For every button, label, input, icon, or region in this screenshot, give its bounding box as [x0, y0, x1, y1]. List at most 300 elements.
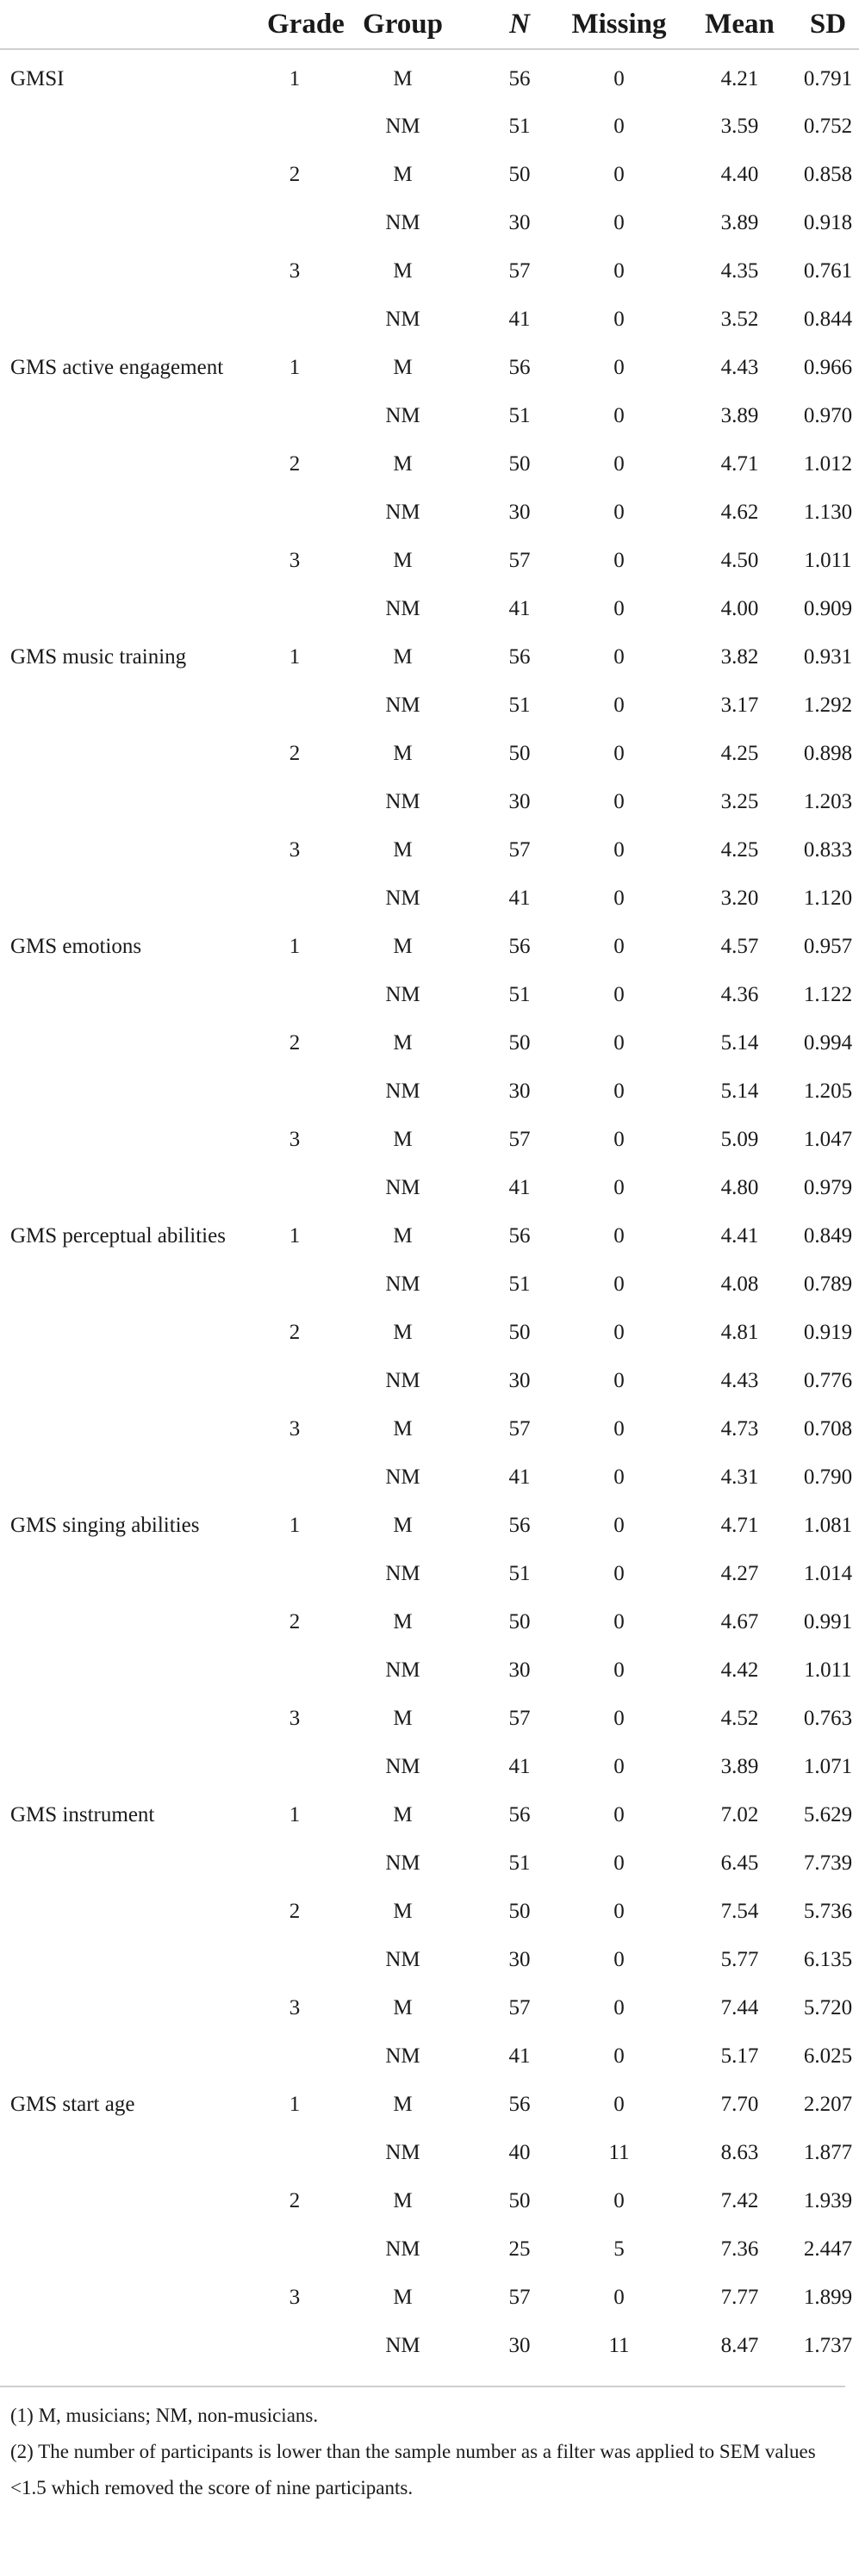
cell-mean: 4.41 — [720, 1224, 759, 1248]
cell-sd: 0.918 — [803, 211, 853, 234]
row-label — [0, 1882, 267, 1931]
cell-group: M — [393, 2189, 413, 2212]
table-row — [0, 97, 859, 146]
table-row — [0, 1834, 859, 1882]
cell-missing: 11 — [608, 2141, 630, 2164]
row-label: GMSI — [10, 67, 65, 90]
cell-n: 30 — [508, 211, 531, 234]
cell-group: M — [393, 163, 413, 186]
cell-group: M — [393, 259, 413, 283]
cell-sd: 0.994 — [803, 1031, 853, 1055]
cell-sd: 1.122 — [803, 983, 853, 1006]
row-label — [0, 2268, 267, 2317]
cell-group: NM — [385, 1851, 420, 1875]
table-row — [0, 483, 859, 532]
cell-mean: 4.62 — [720, 501, 759, 524]
cell-mean: 4.52 — [720, 1707, 759, 1730]
cell-group: M — [393, 935, 413, 958]
cell-n: 51 — [508, 694, 531, 717]
cell-n: 30 — [508, 1948, 531, 1971]
cell-sd: 0.789 — [803, 1272, 853, 1296]
cell-group: M — [393, 1224, 413, 1248]
table-body — [0, 49, 859, 2365]
cell-sd: 0.752 — [803, 115, 853, 138]
cell-mean: 4.81 — [720, 1321, 759, 1344]
row-label — [0, 2317, 267, 2365]
row-label — [0, 1111, 267, 1159]
cell-mean: 7.54 — [720, 1900, 759, 1923]
cell-group: NM — [385, 983, 420, 1006]
cell-n: 51 — [508, 115, 531, 138]
cell-missing: 0 — [613, 645, 625, 669]
cell-n: 30 — [508, 501, 531, 524]
row-label: GMS singing abilities — [10, 1514, 200, 1537]
cell-grade — [267, 1062, 322, 1111]
cell-missing: 0 — [613, 1176, 625, 1199]
cell-mean: 5.14 — [720, 1031, 759, 1055]
cell-sd: 0.849 — [803, 1224, 853, 1248]
cell-group: M — [393, 1610, 413, 1633]
cell-group: M — [393, 1996, 413, 2019]
cell-grade — [267, 966, 322, 1014]
table-row — [0, 1400, 859, 1448]
cell-grade: 2 — [289, 163, 301, 186]
cell-n: 50 — [508, 2189, 531, 2212]
cell-sd: 1.014 — [803, 1562, 853, 1585]
cell-sd: 1.939 — [803, 2189, 853, 2212]
table-row — [0, 676, 859, 725]
header-group: Group — [363, 8, 443, 40]
table-row — [0, 435, 859, 483]
cell-missing: 0 — [613, 597, 625, 620]
cell-n: 56 — [508, 935, 531, 958]
table-row — [0, 966, 859, 1014]
cell-n: 56 — [508, 645, 531, 669]
row-label — [0, 2220, 267, 2268]
cell-grade — [267, 1931, 322, 1979]
row-label — [0, 1448, 267, 1496]
cell-sd: 1.011 — [804, 549, 852, 572]
cell-grade — [267, 483, 322, 532]
cell-mean: 7.36 — [720, 2237, 759, 2261]
cell-mean: 4.50 — [720, 549, 759, 572]
cell-n: 30 — [508, 1369, 531, 1392]
cell-group: M — [393, 1417, 413, 1440]
row-label — [0, 97, 267, 146]
cell-missing: 0 — [613, 790, 625, 813]
table-row — [0, 1593, 859, 1641]
row-label — [0, 1400, 267, 1448]
table-row — [0, 628, 859, 676]
table-row — [0, 532, 859, 580]
cell-group: NM — [385, 1948, 420, 1971]
cell-sd: 1.071 — [803, 1755, 853, 1778]
cell-grade — [267, 2124, 322, 2172]
cell-n: 57 — [508, 838, 531, 862]
row-label — [0, 1931, 267, 1979]
cell-sd: 5.720 — [803, 1996, 853, 2019]
table-row — [0, 387, 859, 435]
row-label — [0, 1304, 267, 1352]
cell-group: NM — [385, 694, 420, 717]
cell-group: NM — [385, 1562, 420, 1585]
cell-mean: 4.57 — [720, 935, 759, 958]
cell-mean: 3.59 — [720, 115, 759, 138]
cell-grade — [267, 1641, 322, 1689]
cell-missing: 0 — [613, 1031, 625, 1055]
cell-grade: 3 — [289, 1128, 301, 1151]
cell-grade — [267, 1738, 322, 1786]
table-row — [0, 1496, 859, 1545]
cell-missing: 0 — [613, 1272, 625, 1296]
header-row — [0, 0, 859, 49]
cell-sd: 0.931 — [803, 645, 853, 669]
row-label — [0, 1689, 267, 1738]
row-label — [0, 580, 267, 628]
table-row — [0, 2268, 859, 2317]
cell-sd: 1.877 — [803, 2141, 853, 2164]
cell-sd: 2.207 — [803, 2093, 853, 2116]
cell-mean: 4.80 — [720, 1176, 759, 1199]
table-row — [0, 1738, 859, 1786]
cell-n: 57 — [508, 549, 531, 572]
table-row — [0, 242, 859, 290]
table-row — [0, 918, 859, 966]
cell-missing: 0 — [613, 1562, 625, 1585]
footer-rule — [0, 2386, 845, 2387]
cell-sd: 1.205 — [803, 1080, 853, 1103]
cell-grade — [267, 580, 322, 628]
cell-grade — [267, 290, 322, 339]
cell-missing: 0 — [613, 211, 625, 234]
cell-grade: 2 — [289, 452, 301, 476]
row-label — [0, 1014, 267, 1062]
cell-missing: 0 — [613, 887, 625, 910]
row-label — [0, 773, 267, 821]
cell-mean: 4.25 — [720, 742, 759, 765]
cell-mean: 8.47 — [720, 2334, 759, 2357]
cell-n: 25 — [508, 2237, 531, 2261]
cell-mean: 4.73 — [720, 1417, 759, 1440]
cell-missing: 0 — [613, 67, 625, 90]
cell-sd: 0.776 — [803, 1369, 853, 1392]
cell-grade: 1 — [289, 1224, 301, 1248]
cell-mean: 7.70 — [720, 2093, 759, 2116]
row-label — [0, 2124, 267, 2172]
cell-grade: 2 — [289, 1610, 301, 1633]
row-label — [0, 1979, 267, 2027]
footnote-2: (2) The number of participants is lower than the sample number as a filter was applied to SEM values <1.5 which removed the score of nine participants. — [10, 2441, 816, 2498]
row-label — [0, 725, 267, 773]
cell-group: NM — [385, 404, 420, 427]
cell-missing: 0 — [613, 2286, 625, 2309]
cell-n: 41 — [508, 2044, 531, 2068]
cell-sd: 0.909 — [803, 597, 853, 620]
cell-sd: 0.957 — [803, 935, 853, 958]
cell-sd: 1.047 — [803, 1128, 853, 1151]
cell-group: M — [393, 742, 413, 765]
header-blank — [0, 0, 267, 49]
row-label — [0, 869, 267, 918]
cell-grade — [267, 2027, 322, 2075]
row-label: GMS emotions — [10, 935, 142, 958]
cell-sd: 0.970 — [803, 404, 853, 427]
cell-mean: 4.35 — [720, 259, 759, 283]
cell-n: 41 — [508, 1465, 531, 1489]
cell-grade: 2 — [289, 1031, 301, 1055]
cell-group: M — [393, 67, 413, 90]
row-label: GMS music training — [10, 645, 187, 669]
cell-grade — [267, 2317, 322, 2365]
table-row — [0, 1931, 859, 1979]
table-row — [0, 1786, 859, 1834]
row-label — [0, 1641, 267, 1689]
cell-group: NM — [385, 1369, 420, 1392]
row-label — [0, 387, 267, 435]
cell-group: NM — [385, 211, 420, 234]
table-row — [0, 869, 859, 918]
cell-sd: 1.130 — [803, 501, 853, 524]
cell-group: M — [393, 2093, 413, 2116]
cell-missing: 0 — [613, 1948, 625, 1971]
table-row — [0, 773, 859, 821]
cell-group: M — [393, 452, 413, 476]
row-label: GMS start age — [10, 2093, 135, 2116]
row-label — [0, 483, 267, 532]
row-label — [0, 290, 267, 339]
table-row — [0, 1304, 859, 1352]
cell-sd: 1.292 — [803, 694, 853, 717]
cell-grade: 1 — [289, 645, 301, 669]
cell-group: NM — [385, 790, 420, 813]
cell-sd: 1.120 — [803, 887, 853, 910]
row-label: GMS active engagement — [10, 356, 224, 379]
cell-grade: 1 — [289, 935, 301, 958]
table-row — [0, 49, 859, 97]
cell-n: 56 — [508, 2093, 531, 2116]
table-row — [0, 1448, 859, 1496]
cell-mean: 4.21 — [720, 67, 759, 90]
cell-group: M — [393, 1900, 413, 1923]
cell-group: M — [393, 1514, 413, 1537]
row-label — [0, 435, 267, 483]
table-row — [0, 725, 859, 773]
cell-group: NM — [385, 1465, 420, 1489]
cell-missing: 0 — [613, 259, 625, 283]
table-row — [0, 1255, 859, 1304]
header-mean: Mean — [705, 8, 775, 40]
table-row — [0, 194, 859, 242]
cell-grade: 3 — [289, 2286, 301, 2309]
cell-mean: 4.67 — [720, 1610, 759, 1633]
cell-grade: 3 — [289, 1707, 301, 1730]
cell-mean: 4.71 — [720, 452, 759, 476]
cell-group: NM — [385, 115, 420, 138]
cell-missing: 0 — [613, 1465, 625, 1489]
cell-missing: 0 — [613, 1803, 625, 1826]
cell-n: 57 — [508, 259, 531, 283]
cell-sd: 6.135 — [803, 1948, 853, 1971]
cell-sd: 0.761 — [803, 259, 853, 283]
cell-mean: 6.45 — [720, 1851, 759, 1875]
cell-grade: 1 — [289, 1514, 301, 1537]
cell-grade: 2 — [289, 2189, 301, 2212]
cell-grade — [267, 1448, 322, 1496]
cell-mean: 3.89 — [720, 211, 759, 234]
cell-missing: 0 — [613, 838, 625, 862]
cell-mean: 7.44 — [720, 1996, 759, 2019]
cell-n: 56 — [508, 1514, 531, 1537]
cell-group: NM — [385, 2334, 420, 2357]
cell-group: M — [393, 1321, 413, 1344]
cell-mean: 5.09 — [720, 1128, 759, 1151]
cell-n: 41 — [508, 1176, 531, 1199]
cell-grade — [267, 676, 322, 725]
row-label — [0, 194, 267, 242]
row-label — [0, 242, 267, 290]
cell-grade: 3 — [289, 259, 301, 283]
cell-group: NM — [385, 2141, 420, 2164]
cell-sd: 6.025 — [803, 2044, 853, 2068]
cell-n: 57 — [508, 1996, 531, 2019]
cell-missing: 0 — [613, 1900, 625, 1923]
header-sd: SD — [809, 8, 847, 40]
cell-group: M — [393, 2286, 413, 2309]
cell-n: 50 — [508, 1900, 531, 1923]
cell-missing: 0 — [613, 694, 625, 717]
cell-n: 50 — [508, 452, 531, 476]
table-row — [0, 1689, 859, 1738]
cell-mean: 3.20 — [720, 887, 759, 910]
cell-n: 57 — [508, 1128, 531, 1151]
cell-missing: 0 — [613, 1080, 625, 1103]
row-label — [0, 2172, 267, 2220]
cell-group: NM — [385, 1080, 420, 1103]
cell-sd: 1.081 — [803, 1514, 853, 1537]
cell-sd: 7.739 — [803, 1851, 853, 1875]
table-row — [0, 1111, 859, 1159]
cell-missing: 0 — [613, 2044, 625, 2068]
cell-missing: 0 — [613, 1996, 625, 2019]
cell-missing: 0 — [613, 452, 625, 476]
cell-sd: 2.447 — [803, 2237, 853, 2261]
cell-n: 51 — [508, 404, 531, 427]
cell-mean: 3.89 — [720, 1755, 759, 1778]
cell-mean: 4.43 — [720, 356, 759, 379]
cell-grade — [267, 1834, 322, 1882]
cell-n: 41 — [508, 1755, 531, 1778]
cell-group: M — [393, 549, 413, 572]
table-row — [0, 2124, 859, 2172]
cell-missing: 0 — [613, 163, 625, 186]
table-row — [0, 2075, 859, 2124]
row-label — [0, 1593, 267, 1641]
cell-missing: 0 — [613, 1224, 625, 1248]
cell-missing: 0 — [613, 1417, 625, 1440]
row-label — [0, 146, 267, 194]
table-row — [0, 1979, 859, 2027]
cell-missing: 0 — [613, 1610, 625, 1633]
cell-mean: 3.17 — [720, 694, 759, 717]
cell-mean: 4.27 — [720, 1562, 759, 1585]
cell-grade — [267, 869, 322, 918]
cell-grade: 1 — [289, 1803, 301, 1826]
cell-n: 57 — [508, 1417, 531, 1440]
cell-missing: 0 — [613, 1128, 625, 1151]
row-label — [0, 676, 267, 725]
cell-sd: 5.629 — [803, 1803, 853, 1826]
cell-n: 50 — [508, 1031, 531, 1055]
table-row — [0, 2317, 859, 2365]
table-row — [0, 290, 859, 339]
cell-grade: 2 — [289, 1321, 301, 1344]
cell-n: 56 — [508, 356, 531, 379]
cell-missing: 0 — [613, 356, 625, 379]
cell-mean: 4.31 — [720, 1465, 759, 1489]
table-row — [0, 2172, 859, 2220]
cell-mean: 4.25 — [720, 838, 759, 862]
cell-sd: 0.708 — [803, 1417, 853, 1440]
cell-mean: 7.02 — [720, 1803, 759, 1826]
cell-group: NM — [385, 1176, 420, 1199]
table-row — [0, 1062, 859, 1111]
cell-grade — [267, 1545, 322, 1593]
row-label: GMS instrument — [10, 1803, 155, 1826]
table-row — [0, 1882, 859, 1931]
cell-grade — [267, 1255, 322, 1304]
cell-missing: 0 — [613, 1658, 625, 1682]
cell-n: 30 — [508, 1658, 531, 1682]
cell-mean: 3.82 — [720, 645, 759, 669]
table-row — [0, 2027, 859, 2075]
cell-n: 50 — [508, 742, 531, 765]
cell-n: 41 — [508, 887, 531, 910]
cell-missing: 0 — [613, 2189, 625, 2212]
cell-mean: 5.17 — [720, 2044, 759, 2068]
cell-missing: 0 — [613, 1369, 625, 1392]
cell-missing: 0 — [613, 1851, 625, 1875]
cell-group: M — [393, 1707, 413, 1730]
cell-missing: 0 — [613, 1514, 625, 1537]
row-label — [0, 1062, 267, 1111]
cell-missing: 0 — [613, 501, 625, 524]
cell-sd: 0.833 — [803, 838, 853, 862]
cell-group: M — [393, 356, 413, 379]
table-row — [0, 1641, 859, 1689]
cell-missing: 0 — [613, 742, 625, 765]
cell-grade: 1 — [289, 2093, 301, 2116]
cell-grade — [267, 194, 322, 242]
cell-group: NM — [385, 308, 420, 331]
cell-missing: 0 — [613, 549, 625, 572]
cell-grade — [267, 1159, 322, 1207]
cell-missing: 0 — [613, 2093, 625, 2116]
cell-missing: 0 — [613, 935, 625, 958]
cell-grade — [267, 2220, 322, 2268]
cell-sd: 0.790 — [803, 1465, 853, 1489]
cell-mean: 5.77 — [720, 1948, 759, 1971]
cell-n: 56 — [508, 1803, 531, 1826]
row-label: GMS perceptual abilities — [10, 1224, 226, 1248]
row-label — [0, 1352, 267, 1400]
cell-group: NM — [385, 1272, 420, 1296]
cell-missing: 0 — [613, 404, 625, 427]
cell-n: 57 — [508, 2286, 531, 2309]
cell-mean: 3.89 — [720, 404, 759, 427]
cell-mean: 5.14 — [720, 1080, 759, 1103]
cell-grade: 2 — [289, 1900, 301, 1923]
cell-n: 30 — [508, 1080, 531, 1103]
